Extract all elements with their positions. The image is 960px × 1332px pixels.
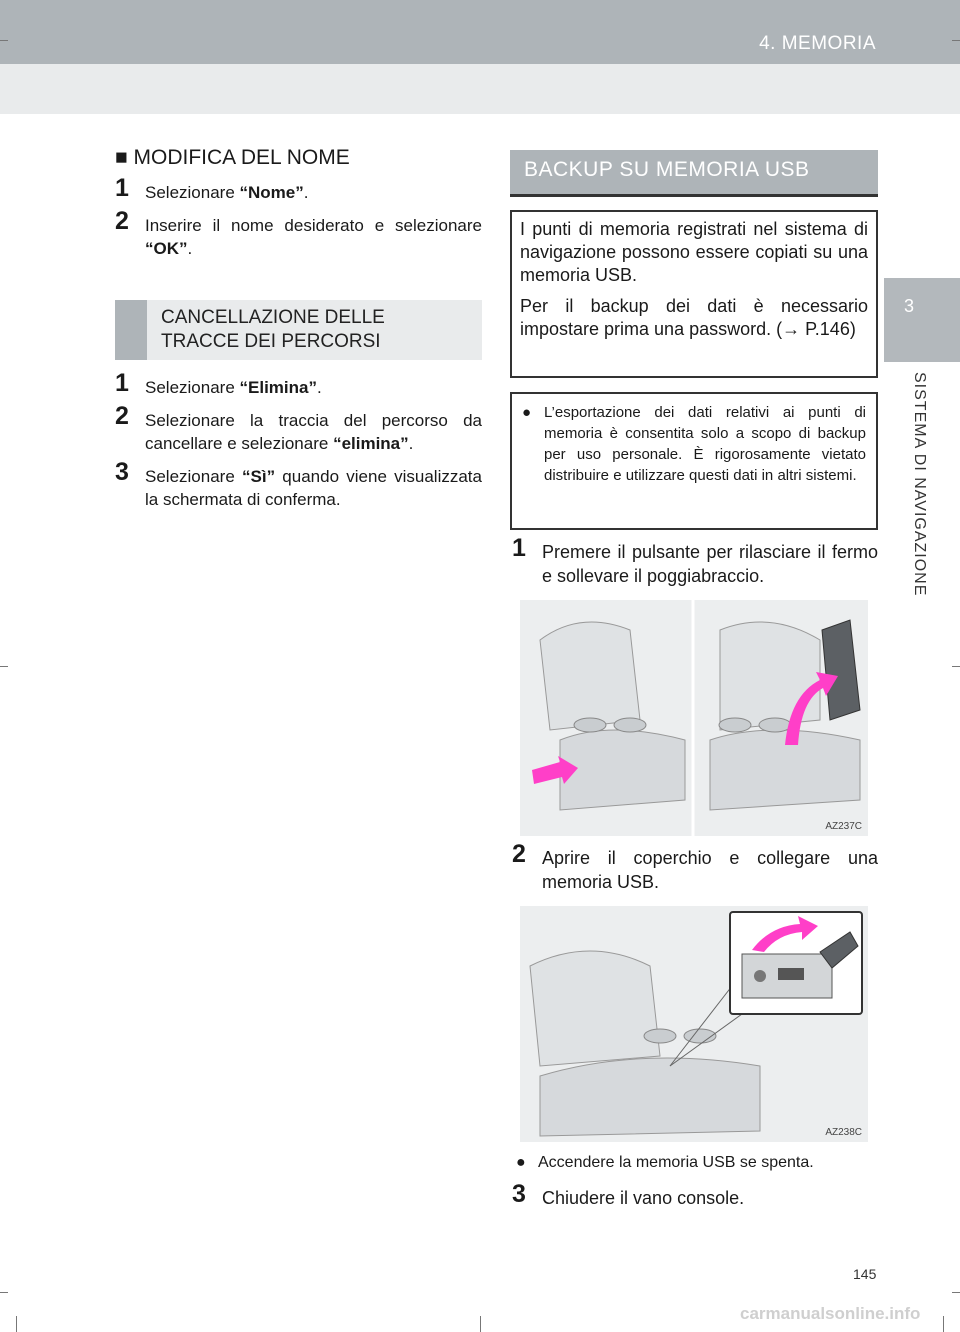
- image-code: AZ238C: [825, 1127, 862, 1138]
- header-bar: [115, 300, 147, 360]
- bullet-icon: ●: [516, 1154, 526, 1171]
- section-header-delete: [115, 300, 482, 360]
- page-number: 145: [853, 1266, 877, 1282]
- step-text: Selezionare: [145, 183, 240, 202]
- step-number: 1: [115, 174, 129, 202]
- step-item: [115, 369, 482, 399]
- usb-step-2: [512, 840, 878, 894]
- intro-box: [510, 210, 878, 378]
- crop-mark: [0, 666, 8, 667]
- step-number: 1: [115, 369, 129, 397]
- intro-paragraph: Per il backup dei dati è necessario impostare prima una password. (→ P.146): [520, 296, 868, 339]
- step-item: [512, 1180, 878, 1210]
- step-item: [115, 458, 482, 511]
- step-number: 2: [115, 207, 129, 235]
- usb-note: [516, 1152, 878, 1174]
- chapter-tab: [884, 278, 960, 362]
- step-item: [512, 534, 878, 588]
- note-text: Accendere la memoria USB se spenta.: [538, 1154, 814, 1171]
- note-box: [510, 392, 878, 530]
- armrest-illustration: [520, 600, 868, 836]
- step-number: 3: [512, 1180, 526, 1208]
- chapter-label: SISTEMA DI NAVIGAZIONE: [911, 372, 928, 597]
- usb-port-drawing: [520, 906, 868, 1142]
- armrest-drawing: [520, 600, 868, 836]
- step-keyword: “Elimina”: [239, 378, 317, 397]
- note-text: L’esportazione dei dati relativi ai punti di memoria è consentita solo a scopo di backup per uso personale. È rigorosamente vietato distribuire e utilizzare questi dati in altri sistemi.: [544, 404, 866, 484]
- crop-mark: [0, 40, 8, 41]
- crop-mark: [952, 40, 960, 41]
- step-text: .: [303, 183, 309, 202]
- step-text: .: [187, 239, 193, 258]
- step-text: Aprire il coperchio e collegare una memoria USB.: [542, 848, 878, 892]
- usb-step-3: [512, 1180, 878, 1210]
- crop-mark: [952, 1292, 960, 1293]
- step-text: Selezionare: [145, 467, 243, 486]
- bullet-icon: ●: [522, 404, 532, 421]
- step-number: 3: [115, 458, 129, 486]
- crop-mark: [16, 1316, 17, 1332]
- step-text: .: [316, 378, 322, 397]
- step-number: 1: [512, 534, 526, 562]
- section-heading: BACKUP SU MEMORIA USB: [524, 158, 810, 181]
- image-code: AZ237C: [825, 821, 862, 832]
- crop-mark: [480, 1316, 481, 1332]
- step-text: Selezionare la traccia del percorso da cancellare e selezionare: [145, 411, 482, 453]
- crop-mark: [0, 1292, 8, 1293]
- watermark: carmanualsonline.info: [740, 1304, 921, 1323]
- usb-backup-header: [510, 150, 878, 197]
- step-text: .: [408, 434, 414, 453]
- usb-step-1: [512, 534, 878, 588]
- crop-mark: [943, 1316, 944, 1332]
- step-keyword: “Sì”: [242, 467, 276, 486]
- section-title: ■ MODIFICA DEL NOME: [115, 146, 350, 169]
- step-number: 2: [512, 840, 526, 868]
- intro-paragraph: I punti di memoria registrati nel sistema di navigazione possono essere copiati su una memoria USB.: [520, 219, 868, 285]
- step-item: [115, 402, 482, 455]
- step-keyword: “OK”: [145, 239, 188, 258]
- note-item: [516, 1152, 878, 1174]
- chapter-title: 4. MEMORIA: [759, 33, 876, 54]
- usb-port-illustration: [520, 906, 868, 1142]
- step-item: [512, 840, 878, 894]
- crop-mark: [952, 666, 960, 667]
- note-item: [522, 402, 866, 486]
- step-text: Selezionare: [145, 378, 240, 397]
- step-item: [115, 207, 482, 260]
- step-text: Chiudere il vano console.: [542, 1188, 745, 1208]
- section-heading: CANCELLAZIONE DELLE TRACCE DEI PERCORSI: [161, 307, 385, 352]
- step-item: [115, 174, 482, 204]
- header-subband: [0, 64, 960, 114]
- chapter-number: 3: [904, 296, 915, 316]
- left-column-steps: [115, 369, 482, 521]
- step-keyword: “elimina”: [333, 434, 409, 453]
- step-text: Premere il pulsante per rilasciare il fermo e sollevare il poggiabraccio.: [542, 542, 878, 586]
- step-text: Inserire il nome desiderato e selezionare: [145, 216, 482, 235]
- step-number: 2: [115, 402, 129, 430]
- step-keyword: “Nome”: [239, 183, 304, 202]
- left-column: [115, 146, 482, 270]
- step-text: quando viene visualizzata la schermata di conferma.: [145, 467, 482, 509]
